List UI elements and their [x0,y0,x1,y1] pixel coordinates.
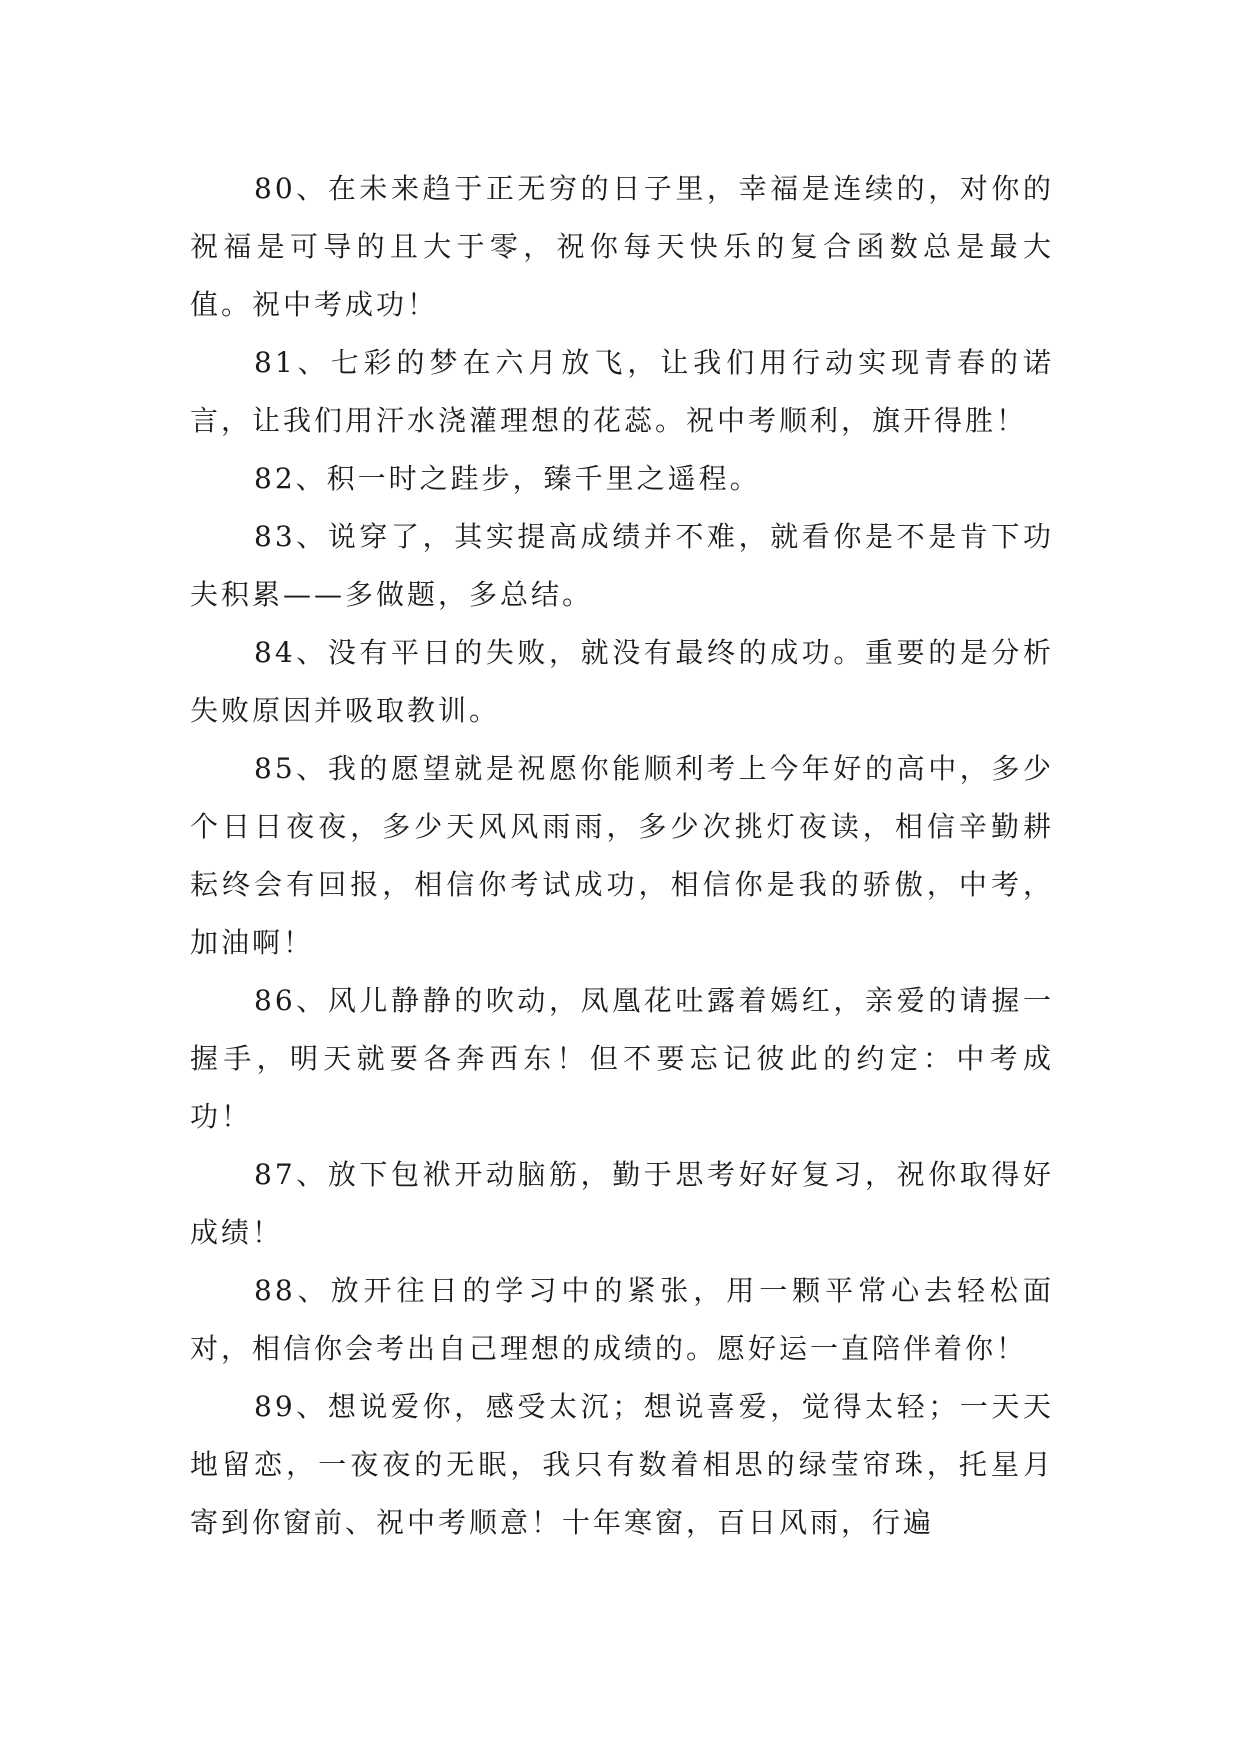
paragraph-86: 86、风儿静静的吹动，凤凰花吐露着嫣红，亲爱的请握一握手，明天就要各奔西东！但不要忘记彼此的约定：中考成功！ [190,984,1054,1133]
paragraph-84: 84、没有平日的失败，就没有最终的成功。重要的是分析失败原因并吸取教训。 [190,636,1054,727]
paragraph-82: 82、积一时之跬步，臻千里之遥程。 [254,462,761,495]
document-body [190,160,1054,1552]
paragraph-83: 83、说穿了，其实提高成绩并不难，就看你是不是肯下功夫积累——多做题，多总结。 [190,520,1054,611]
paragraph-80: 80、在未来趋于正无穷的日子里，幸福是连续的，对你的祝福是可导的且大于零，祝你每天快乐的复合函数总是最大值。祝中考成功！ [190,172,1054,321]
paragraph-87: 87、放下包袱开动脑筋，勤于思考好好复习，祝你取得好成绩！ [190,1158,1054,1249]
paragraph-85: 85、我的愿望就是祝愿你能顺利考上今年好的高中，多少个日日夜夜，多少天风风雨雨，多少次挑灯夜读，相信辛勤耕耘终会有回报，相信你考试成功，相信你是我的骄傲，中考，加油啊！ [190,752,1054,959]
paragraph-88: 88、放开往日的学习中的紧张，用一颗平常心去轻松面对，相信你会考出自己理想的成绩的。愿好运一直陪伴着你！ [190,1274,1054,1365]
paragraph-81: 81、七彩的梦在六月放飞，让我们用行动实现青春的诺言，让我们用汗水浇灌理想的花蕊。祝中考顺利，旗开得胜！ [190,346,1054,437]
paragraph-89: 89、想说爱你，感受太沉；想说喜爱，觉得太轻；一天天地留恋，一夜夜的无眠，我只有数着相思的绿莹帘珠，托星月寄到你窗前、祝中考顺意！十年寒窗，百日风雨，行遍 [190,1390,1054,1539]
